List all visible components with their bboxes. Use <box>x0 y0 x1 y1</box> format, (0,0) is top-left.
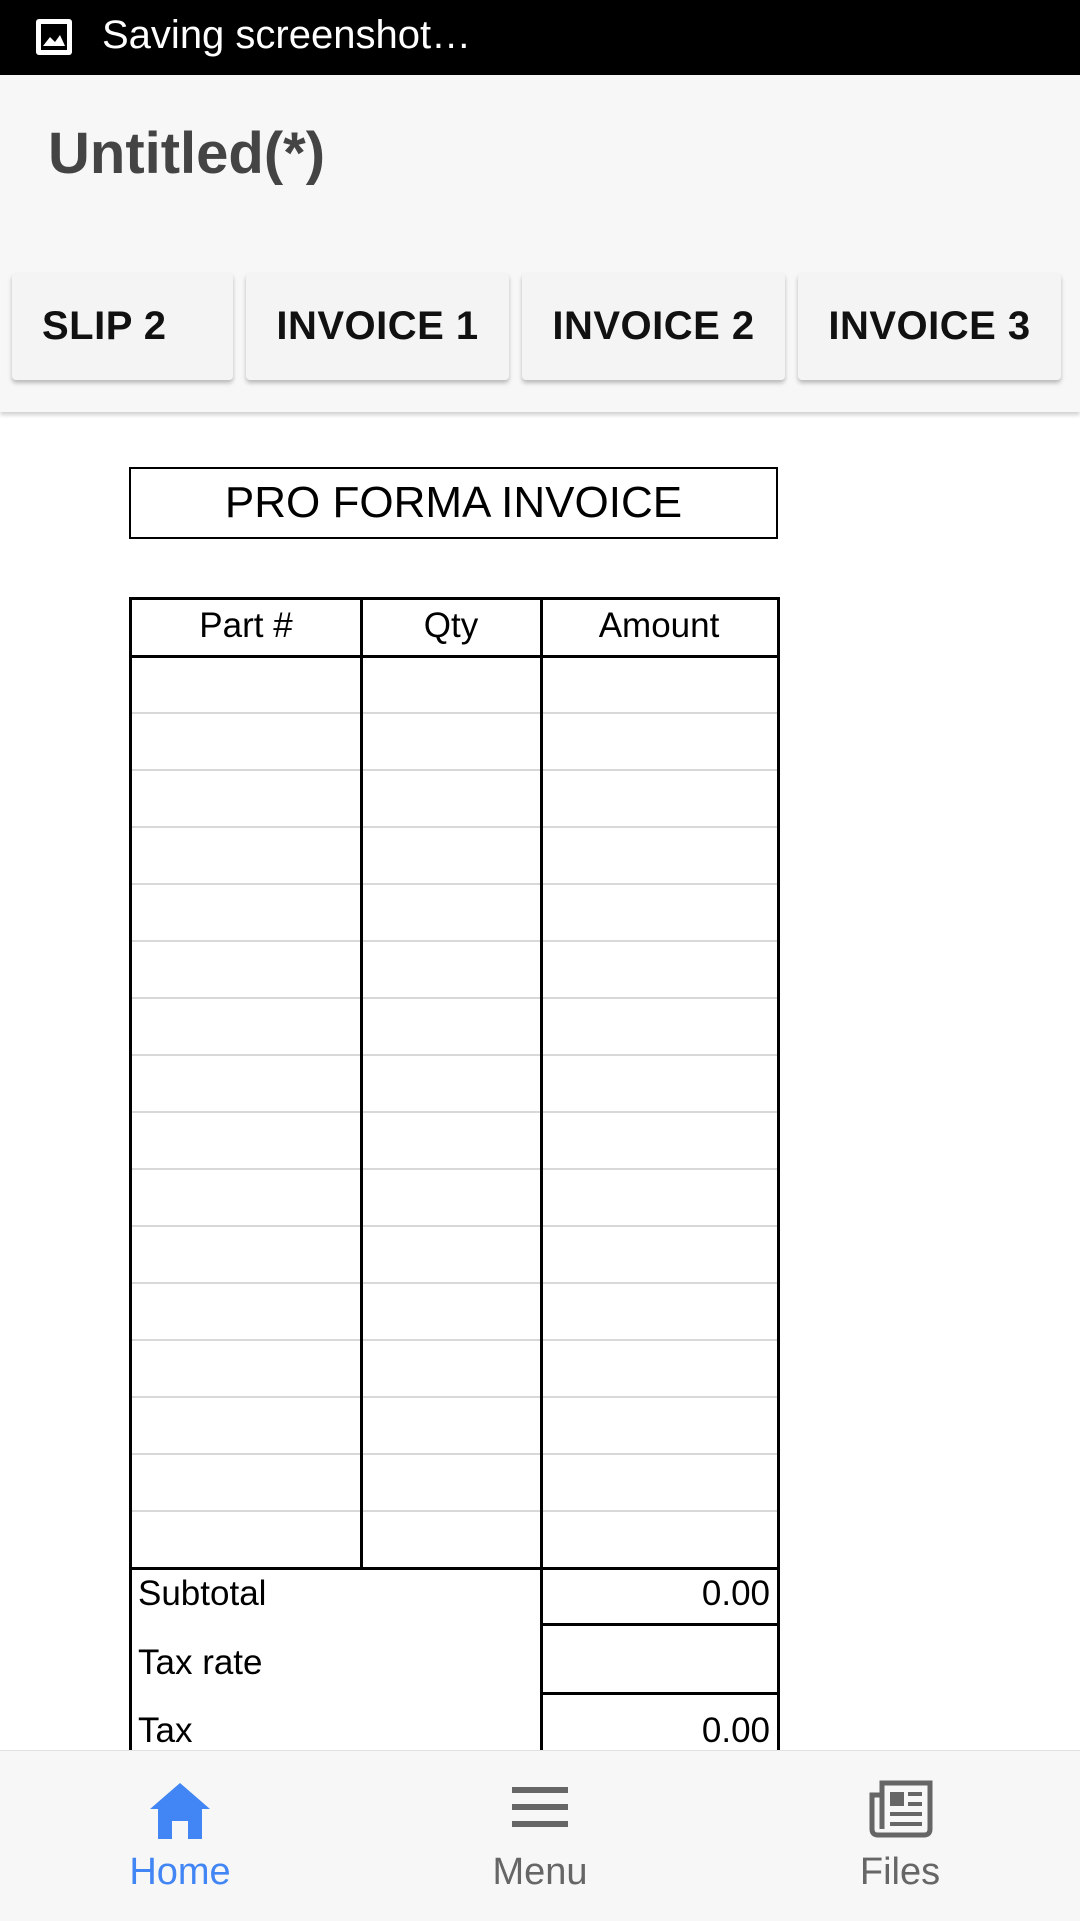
files-icon <box>868 1779 934 1839</box>
totals-divider <box>540 1623 779 1626</box>
table-border <box>777 597 780 1760</box>
tax-rate-label: Tax rate <box>138 1643 263 1682</box>
row-divider <box>129 1339 777 1341</box>
tab-slip-2[interactable] <box>12 273 233 380</box>
tax-label: Tax <box>138 1711 193 1750</box>
row-divider <box>129 1168 777 1170</box>
row-divider <box>129 1396 777 1398</box>
tab-label: INVOICE 1 <box>276 304 479 348</box>
column-header-part: Part # <box>199 606 293 645</box>
row-divider <box>129 1054 777 1056</box>
row-divider <box>129 883 777 885</box>
column-header-amount: Amount <box>598 606 720 645</box>
row-divider <box>129 712 777 714</box>
tab-label: SLIP 2 <box>42 304 167 348</box>
subtotal-label: Subtotal <box>138 1574 267 1613</box>
tab-invoice-2[interactable] <box>522 273 785 380</box>
subtotal-value[interactable]: 0.00 <box>701 1574 770 1613</box>
bottom-navigation <box>0 1750 1080 1921</box>
tab-invoice-3[interactable] <box>798 273 1061 380</box>
row-divider <box>129 1111 777 1113</box>
column-divider <box>360 597 363 1567</box>
table-border <box>129 1567 779 1570</box>
tab-label: INVOICE 3 <box>828 304 1031 348</box>
menu-icon <box>510 1779 570 1835</box>
image-icon <box>34 17 74 57</box>
nav-label: Home <box>129 1851 231 1893</box>
table-border <box>129 597 779 600</box>
row-divider <box>129 1453 777 1455</box>
column-header-qty: Qty <box>423 606 479 645</box>
invoice-heading[interactable]: PRO FORMA INVOICE <box>129 467 778 539</box>
home-icon <box>146 1779 214 1843</box>
table-border <box>129 597 132 1760</box>
nav-menu[interactable] <box>360 1751 720 1921</box>
row-divider <box>129 1510 777 1512</box>
tab-label: INVOICE 2 <box>552 304 755 348</box>
status-bar <box>0 0 1080 75</box>
table-border <box>129 655 779 658</box>
status-text: Saving screenshot… <box>102 13 472 57</box>
row-divider <box>129 769 777 771</box>
row-divider <box>129 940 777 942</box>
tab-invoice-1[interactable] <box>246 273 509 380</box>
nav-files[interactable] <box>720 1751 1080 1921</box>
document-title[interactable]: Untitled(*) <box>48 121 326 186</box>
nav-home[interactable] <box>0 1751 360 1921</box>
row-divider <box>129 997 777 999</box>
nav-label: Menu <box>492 1851 588 1893</box>
tax-value[interactable]: 0.00 <box>701 1711 770 1750</box>
row-divider <box>129 1225 777 1227</box>
totals-divider <box>540 1692 779 1695</box>
row-divider <box>129 826 777 828</box>
row-divider <box>129 1282 777 1284</box>
nav-label: Files <box>859 1851 941 1893</box>
